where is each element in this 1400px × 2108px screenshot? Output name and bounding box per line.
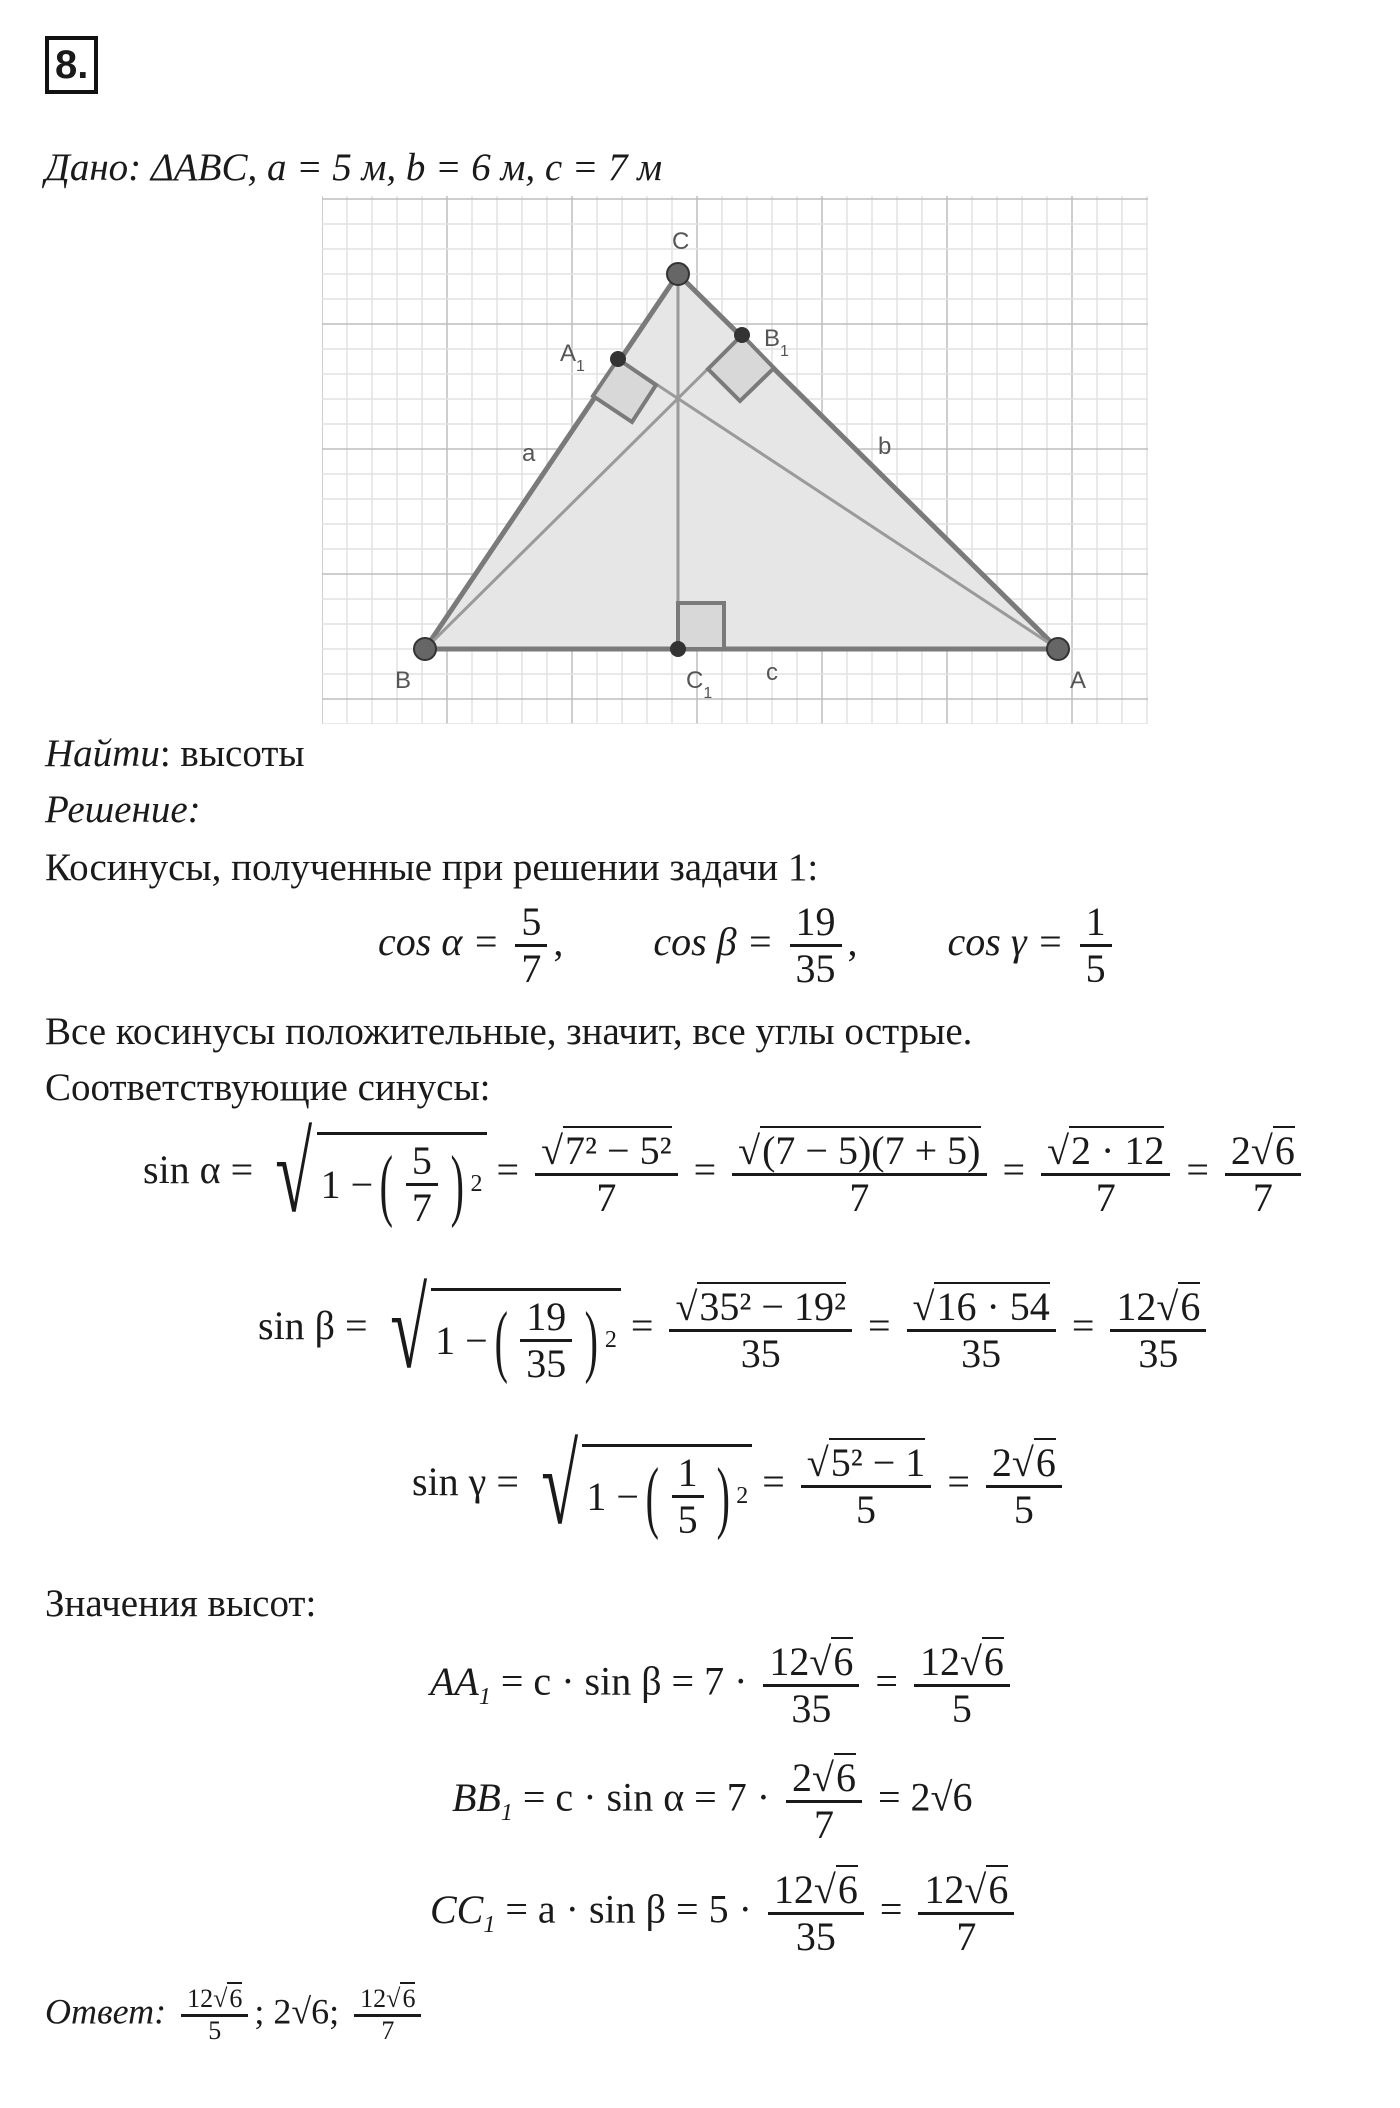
sin-gamma-inner-num: 1 <box>677 1450 698 1495</box>
cos-beta-tail: , <box>847 918 858 964</box>
right-angle-c1 <box>678 603 724 649</box>
answer-v3-den: 7 <box>354 2014 421 2046</box>
sin-alpha-inner-num: 5 <box>411 1138 432 1183</box>
answer-label: Ответ: <box>45 1991 167 2032</box>
cc1-res-rad: 6 <box>988 1867 1009 1912</box>
bb1-name: BB <box>452 1774 501 1820</box>
sin-gamma-s2-num: 5² − 1 <box>830 1439 926 1485</box>
aa1-res-rad: 6 <box>983 1639 1004 1684</box>
cosines-line <box>378 900 1118 991</box>
point-c1 <box>670 641 686 657</box>
aa1-res-den: 5 <box>914 1684 1010 1731</box>
sin-gamma-root: √ 1 − ( $\frac{1}{5}$ ) 2 <box>529 1430 752 1542</box>
sin-gamma-res-den: 5 <box>986 1485 1062 1532</box>
sin-beta-lhs: sin β = <box>258 1303 368 1349</box>
sin-alpha-root: √ 1 − ( $\frac{5}{7}$ ) 2 <box>263 1118 486 1230</box>
given-text: : ΔABC, a = 5 м, b = 6 м, c = 7 м <box>128 146 663 189</box>
sin-beta-inner-den: 35 <box>520 1339 572 1386</box>
sin-beta-equation: sin β = √ 1 − ( $\frac{19}{35}$ ) 2 = $\frac{\text{√35² − 19²}}{35}$ = $\frac{√16 \cdot 54}{35}$ = $\frac{12√6}{35}$ <box>258 1274 1212 1386</box>
acute-note: Все косинусы положительные, значит, все углы острые. <box>45 1010 973 1053</box>
given-label: Дано <box>45 146 129 189</box>
cc1-res-coef: 12 <box>924 1867 965 1912</box>
sin-beta-inner-num: 19 <box>526 1294 567 1339</box>
sin-alpha-inner-den: 7 <box>406 1183 438 1230</box>
cos-alpha-lhs: cos α = <box>378 918 500 964</box>
heights-intro: Значения высот: <box>45 1582 317 1625</box>
cos-gamma-den: 5 <box>1080 944 1112 991</box>
point-b1 <box>734 327 750 343</box>
solution-label: Решение: <box>45 788 201 831</box>
sin-gamma-equation: sin γ = √ 1 − ( $\frac{1}{5}$ ) 2 = $\frac{\text{√5² − 1}}{5}$ = $\frac{2√6}{5}$ <box>412 1430 1068 1542</box>
sin-beta-root: √ 1 − ( $\frac{19}{35}$ ) 2 <box>378 1274 621 1386</box>
cos-beta-den: 35 <box>790 944 842 991</box>
height-cc1-equation: $CC_1 = a \cdot \sin \beta = 5$ · $\frac{12√6}{35}$ = $\frac{12√6}{7}$ <box>430 1868 1020 1959</box>
cc1-f1-coef: 12 <box>773 1867 814 1912</box>
label-a: A <box>1070 667 1087 694</box>
label-b: B <box>395 667 412 694</box>
given-line <box>45 148 662 187</box>
sin-beta-res-den: 35 <box>1110 1329 1206 1376</box>
sin-beta-s3-den: 35 <box>907 1329 1056 1376</box>
sin-alpha-s2-num: 7² − 5² <box>565 1127 672 1173</box>
sin-gamma-res-rad: 6 <box>1035 1439 1056 1485</box>
sin-gamma-res-coef: 2 <box>991 1439 1012 1485</box>
sin-beta-s2-num: 35² − 19² <box>699 1283 846 1329</box>
sin-beta-res-rad: 6 <box>1180 1283 1201 1329</box>
label-side-c: c <box>766 659 778 686</box>
aa1-f1-den: 35 <box>763 1684 859 1731</box>
sines-intro: Соответствующие синусы: <box>45 1066 491 1109</box>
sin-beta-res-coef: 12 <box>1116 1283 1157 1329</box>
aa1-mid: = c · sin β = 7 · <box>500 1658 748 1704</box>
sin-alpha-equation: sin α = √ 1 − ( $\frac{5}{7}$ ) 2 = $\frac{\text{√7² − 5²}}{7}$ = $\frac{√(7 - 5)(7 + 5)}{7}$ = $\frac{√2 \cdot 12}{7}$ = $\frac{2√6}{7}$ <box>143 1118 1307 1230</box>
sin-gamma-s2-den: 5 <box>801 1485 932 1532</box>
point-a1 <box>610 351 626 367</box>
label-side-a: a <box>522 440 536 467</box>
label-c1: $C_1$ <box>686 667 713 702</box>
bb1-sub: 1 <box>500 1799 513 1826</box>
cos-alpha-tail: , <box>553 918 564 964</box>
cos-alpha-den: 7 <box>515 944 547 991</box>
answer-v3-rad: 6 <box>402 1984 416 2013</box>
bb1-f1-den: 7 <box>786 1800 862 1847</box>
answer-v1-coef: 12 <box>187 1984 214 2013</box>
cc1-sub: 1 <box>483 1911 496 1938</box>
find-line <box>45 734 305 773</box>
sin-alpha-res-coef: 2 <box>1230 1127 1251 1173</box>
aa1-name: AA <box>430 1658 479 1704</box>
cosines-intro: Косинусы, полученные при решении задачи 1: <box>45 846 819 889</box>
sin-gamma-inner-den: 5 <box>672 1495 704 1542</box>
cc1-f1-den: 35 <box>768 1912 864 1959</box>
cos-alpha <box>378 899 573 991</box>
aa1-f1-rad: 6 <box>833 1639 854 1684</box>
answer-v1-den: 5 <box>181 2014 248 2046</box>
sin-alpha-lhs: sin α = <box>143 1147 254 1193</box>
answer-mid: ; 2√6; <box>254 1991 340 2032</box>
sin-beta-s2-den: 35 <box>669 1329 852 1376</box>
aa1-res-coef: 12 <box>919 1639 960 1684</box>
bb1-f1-rad: 6 <box>835 1755 856 1800</box>
cos-beta <box>653 899 867 991</box>
sin-alpha-res-den: 7 <box>1225 1173 1301 1220</box>
cos-gamma-lhs: cos γ = <box>947 918 1064 964</box>
point-c <box>667 263 689 285</box>
triangle-figure <box>322 196 1148 724</box>
answer-v1-rad: 6 <box>229 1984 243 2013</box>
cc1-mid: = a · sin β = 5 · <box>505 1886 752 1932</box>
bb1-res: = 2√6 <box>877 1774 973 1820</box>
aa1-sub: 1 <box>478 1683 491 1710</box>
answer-line: Ответ: $\frac{12√6}{5}$ ; 2√6; $\frac{12√6}{7}$ <box>45 1985 427 2045</box>
label-c: C <box>672 228 690 255</box>
point-b <box>414 638 436 660</box>
sin-alpha-s4-den: 7 <box>1041 1173 1170 1220</box>
cos-beta-num: 19 <box>795 899 836 944</box>
cc1-f1-rad: 6 <box>837 1867 858 1912</box>
sin-alpha-s3-num: (7 − 5)(7 + 5) <box>762 1127 981 1173</box>
cos-gamma-num: 1 <box>1085 899 1106 944</box>
sin-beta-s3-num: 16 · 54 <box>936 1283 1050 1329</box>
aa1-f1-coef: 12 <box>769 1639 810 1684</box>
sin-alpha-s2-den: 7 <box>535 1173 678 1220</box>
label-side-b: b <box>878 433 892 460</box>
bb1-mid: = c · sin α = 7 · <box>522 1774 771 1820</box>
cos-beta-lhs: cos β = <box>653 918 774 964</box>
problem-number: 8. <box>45 36 98 94</box>
cos-alpha-num: 5 <box>521 899 542 944</box>
height-bb1-equation: $BB_1 = c \cdot \sin \alpha = 7$ · $\frac{2√6}{7}$ = 2√6 <box>452 1755 973 1847</box>
label-a1: $A_1$ <box>560 340 585 375</box>
bb1-f1-coef: 2 <box>792 1755 813 1800</box>
find-label: Найти <box>45 732 160 775</box>
find-text: : высоты <box>159 732 305 775</box>
sin-alpha-s3-den: 7 <box>732 1173 986 1220</box>
answer-v3-coef: 12 <box>360 1984 387 2013</box>
point-a <box>1047 638 1069 660</box>
sin-alpha-s4-num: 2 · 12 <box>1071 1127 1165 1173</box>
cc1-name: CC <box>430 1886 484 1932</box>
cc1-res-den: 7 <box>918 1912 1014 1959</box>
label-b1: $B_1$ <box>764 325 789 360</box>
sin-gamma-lhs: sin γ = <box>412 1459 519 1505</box>
cos-gamma <box>947 899 1118 991</box>
sin-alpha-res-rad: 6 <box>1274 1127 1295 1173</box>
height-aa1-equation: $AA_1 = c \cdot \sin \beta = 7$ · $\frac{12√6}{35}$ = $\frac{12√6}{5}$ <box>430 1640 1016 1731</box>
